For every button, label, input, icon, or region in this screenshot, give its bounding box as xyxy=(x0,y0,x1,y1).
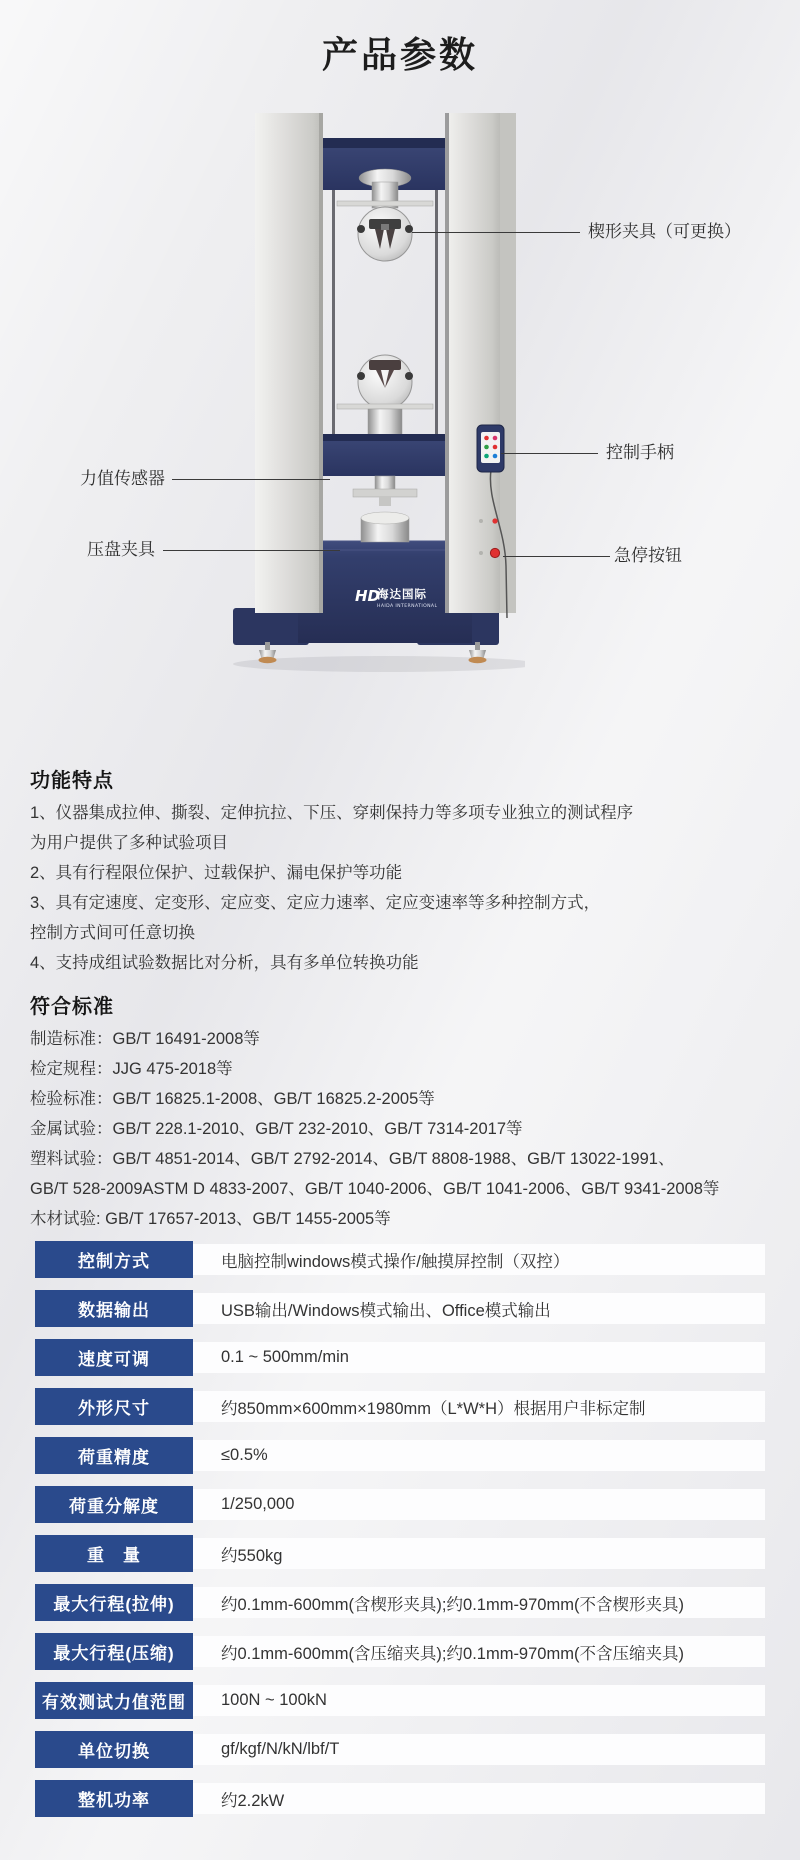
spec-row-max-stroke-compression xyxy=(35,1633,765,1670)
callout-line-platen-grip xyxy=(163,550,340,551)
standard-line: GB/T 528-2009ASTM D 4833-2007、GB/T 1040-2006、GB/T 1041-2006、GB/T 9341-2008等 xyxy=(30,1180,720,1198)
callout-label-emergency-stop: 急停按钮 xyxy=(614,546,682,565)
machine-left-column xyxy=(255,113,323,613)
features-title: 功能特点 xyxy=(30,770,114,792)
spec-label: 单位切换 xyxy=(35,1731,193,1768)
leveling-foot-right xyxy=(469,642,487,663)
feature-line: 1、仪器集成拉伸、撕裂、定伸抗拉、下压、穿刺保持力等多项专业独立的测试程序 xyxy=(30,804,634,822)
spec-value: 电脑控制windows模式操作/触摸屏控制（双控） xyxy=(221,1252,570,1271)
spec-row-load-resolution xyxy=(35,1486,765,1523)
brand-logo: HD xyxy=(355,587,381,605)
spec-label: 整机功率 xyxy=(35,1780,193,1817)
machine-figure xyxy=(0,96,800,696)
spec-label: 外形尺寸 xyxy=(35,1388,193,1425)
callout-line-wedge-grip xyxy=(412,232,580,233)
spec-row-weight xyxy=(35,1535,765,1572)
feature-line: 2、具有行程限位保护、过载保护、漏电保护等功能 xyxy=(30,864,403,882)
spec-row-data-output xyxy=(35,1290,765,1327)
standard-line: 金属试验：GB/T 228.1-2010、GB/T 232-2010、GB/T 7314-2017等 xyxy=(30,1120,523,1138)
spec-row-load-accuracy xyxy=(35,1437,765,1474)
spec-label: 数据输出 xyxy=(35,1290,193,1327)
standard-line: 制造标准：GB/T 16491-2008等 xyxy=(30,1030,260,1048)
spec-value: ≤0.5% xyxy=(221,1446,268,1464)
standard-line: 木材试验: GB/T 17657-2013、GB/T 1455-2005等 xyxy=(30,1210,391,1228)
spec-row-force-range xyxy=(35,1682,765,1719)
brand-name-cn: 海达国际 xyxy=(377,587,427,601)
callout-label-wedge-grip: 楔形夹具（可更换） xyxy=(588,222,741,241)
callout-line-emergency-stop xyxy=(503,556,610,557)
spec-row-max-stroke-tension xyxy=(35,1584,765,1621)
callout-label-control-handle: 控制手柄 xyxy=(606,443,674,462)
spec-label: 速度可调 xyxy=(35,1339,193,1376)
callout-label-platen-grip: 压盘夹具 xyxy=(87,540,155,559)
standards-title: 符合标准 xyxy=(30,996,114,1018)
moving-crosshead xyxy=(323,434,445,476)
page-title: 产品参数 xyxy=(321,34,478,75)
left-column-edge xyxy=(319,113,323,613)
spec-value: gf/kgf/N/kN/lbf/T xyxy=(221,1740,340,1758)
right-column-rail xyxy=(445,113,449,613)
standard-line: 检验标准：GB/T 16825.1-2008、GB/T 16825.2-2005等 xyxy=(30,1090,435,1108)
standard-line: 塑料试验：GB/T 4851-2014、GB/T 2792-2014、GB/T 8808-1988、GB/T 13022-1991、 xyxy=(30,1150,675,1168)
spec-value: 约0.1mm-600mm(含楔形夹具);约0.1mm-970mm(不含楔形夹具) xyxy=(221,1595,684,1614)
spec-label: 最大行程(拉伸) xyxy=(35,1584,193,1621)
emergency-stop-button xyxy=(490,548,499,557)
spec-table xyxy=(35,1241,765,1817)
spec-row-control-mode xyxy=(35,1241,765,1278)
indicator-dot-bottom xyxy=(479,551,483,555)
spec-row-dimensions xyxy=(35,1388,765,1425)
spec-label: 控制方式 xyxy=(35,1241,193,1278)
standard-line: 检定规程：JJG 475-2018等 xyxy=(30,1060,233,1078)
leveling-foot-left xyxy=(259,642,277,663)
spec-label: 最大行程(压缩) xyxy=(35,1633,193,1670)
spec-label: 荷重分解度 xyxy=(35,1486,193,1523)
feature-line: 3、具有定速度、定变形、定应变、定应力速率、定应变速率等多种控制方式， xyxy=(30,894,601,912)
indicator-dot-top xyxy=(479,519,483,523)
spec-label: 重 量 xyxy=(35,1535,193,1572)
spec-label: 有效测试力值范围 xyxy=(35,1682,193,1719)
lower-wedge-grip xyxy=(337,355,433,436)
spec-value: 100N ~ 100kN xyxy=(221,1691,327,1709)
power-indicator xyxy=(492,518,497,523)
brand-name-en: HAIDA INTERNATIONAL xyxy=(377,604,438,609)
feature-line: 控制方式间可任意切换 xyxy=(30,924,195,942)
spec-row-unit-switch xyxy=(35,1731,765,1768)
lower-platen xyxy=(361,512,409,542)
machine-right-column xyxy=(445,113,500,613)
spec-value: 约550kg xyxy=(221,1546,283,1565)
spec-value: 约0.1mm-600mm(含压缩夹具);约0.1mm-970mm(不含压缩夹具) xyxy=(221,1644,684,1663)
spec-row-total-power xyxy=(35,1780,765,1817)
spec-value: 0.1 ~ 500mm/min xyxy=(221,1348,349,1366)
callout-line-force-sensor xyxy=(172,479,330,480)
spec-row-speed-range xyxy=(35,1339,765,1376)
spec-value: USB输出/Windows模式输出、Office模式输出 xyxy=(221,1301,551,1320)
features-section xyxy=(30,764,770,977)
lead-screw-right xyxy=(435,190,438,438)
feature-line: 4、支持成组试验数据比对分析，具有多单位转换功能 xyxy=(30,954,419,972)
standards-section xyxy=(30,990,770,1233)
lead-screw-left xyxy=(332,190,335,438)
spec-label: 荷重精度 xyxy=(35,1437,193,1474)
spec-value: 约2.2kW xyxy=(221,1791,285,1810)
feature-line: 为用户提供了多种试验项目 xyxy=(30,834,228,852)
spec-value: 约850mm×600mm×1980mm（L*W*H）根据用户非标定制 xyxy=(221,1399,646,1418)
callout-line-control-handle xyxy=(501,453,598,454)
spec-value: 1/250,000 xyxy=(221,1495,295,1513)
force-sensor xyxy=(353,476,417,506)
callout-label-force-sensor: 力值传感器 xyxy=(80,469,165,488)
machine-illustration xyxy=(205,98,525,678)
